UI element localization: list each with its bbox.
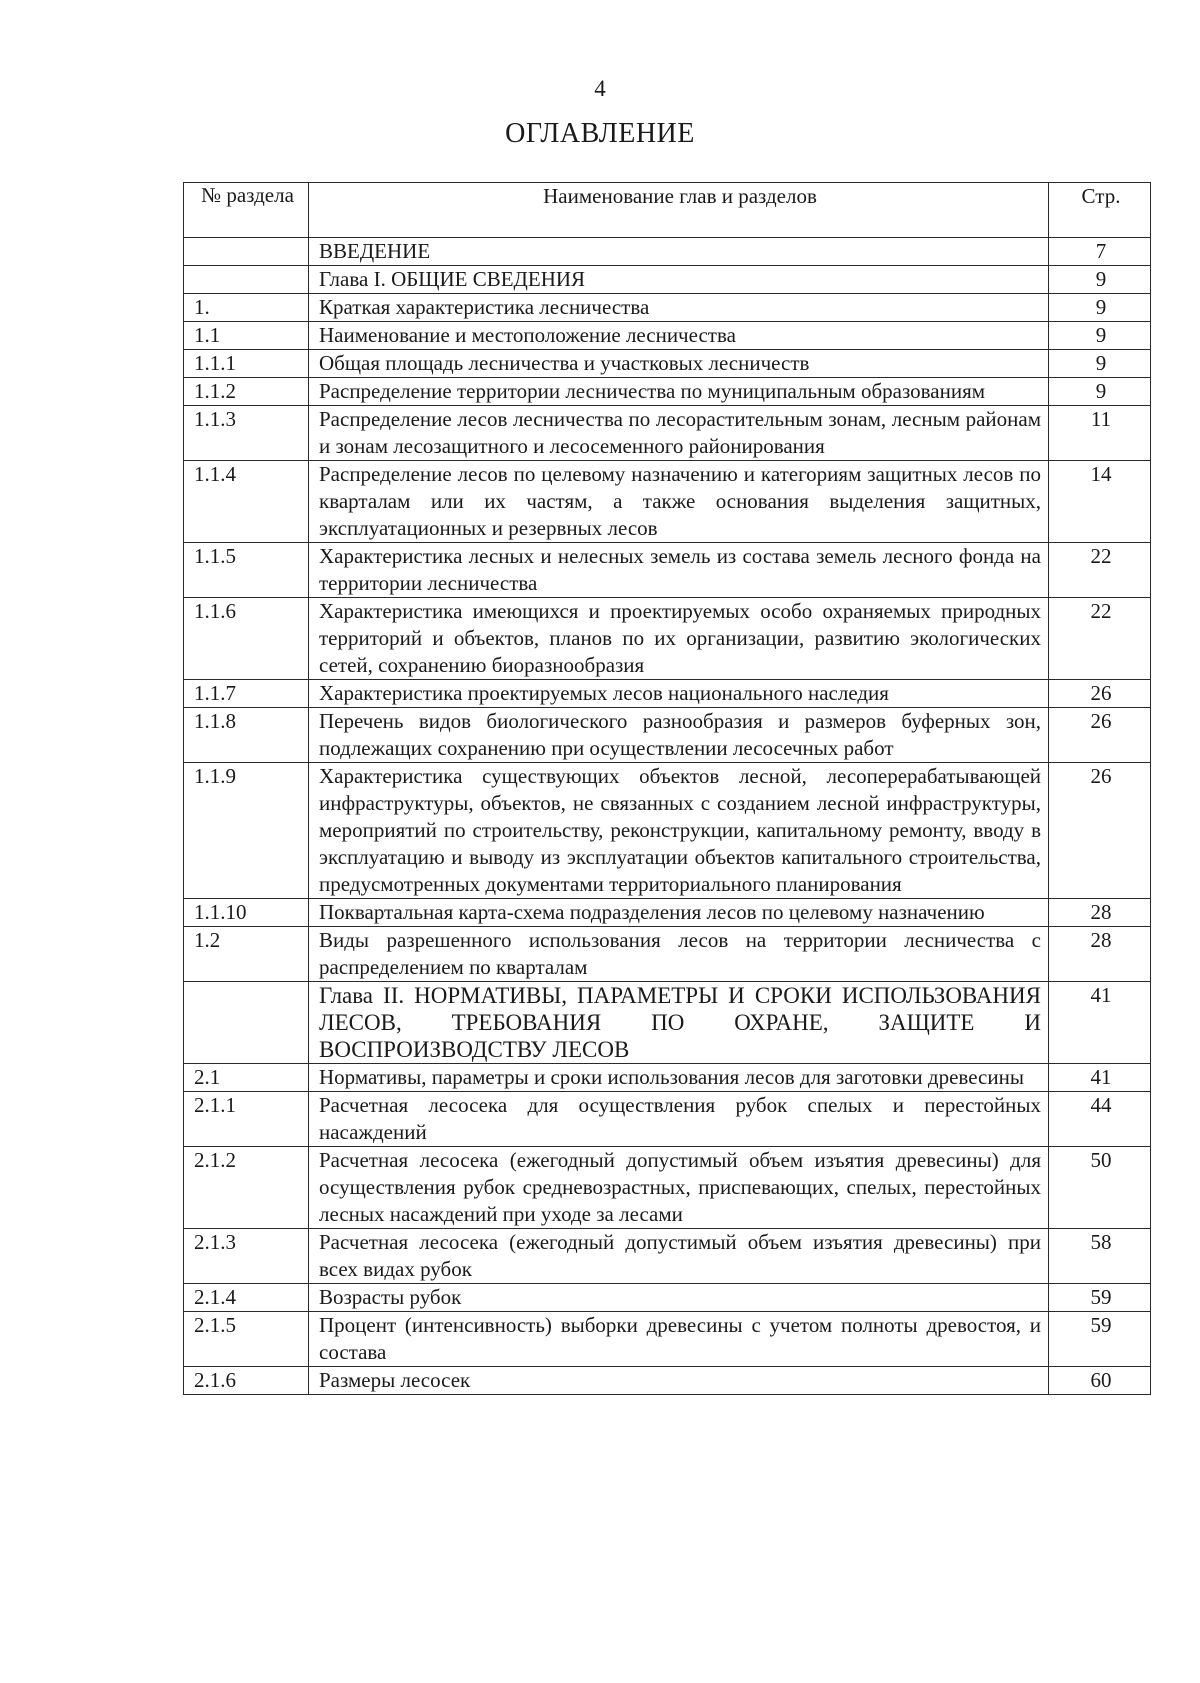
toc-body xyxy=(184,238,1151,1395)
page-title: ОГЛАВЛЕНИЕ xyxy=(505,118,695,149)
toc-row xyxy=(184,1284,1151,1312)
section-number: 1.1.8 xyxy=(184,708,309,763)
section-name: Перечень видов биологического разнообразия и размеров буферных зон, подлежащих сохранению при осуществлении лесосечных работ xyxy=(309,708,1049,763)
toc-row xyxy=(184,378,1151,406)
toc-row xyxy=(184,406,1151,461)
section-name: Расчетная лесосека (ежегодный допустимый объем изъятия древесины) для осуществления рубок средневозрастных, приспевающих, спелых, перестойных лесных насаждений при уходе за лесами xyxy=(309,1147,1049,1229)
toc-row xyxy=(184,1064,1151,1092)
page-ref: 60 xyxy=(1049,1367,1151,1395)
section-name: Размеры лесосек xyxy=(309,1367,1049,1395)
page-ref: 9 xyxy=(1049,294,1151,322)
section-name: Краткая характеристика лесничества xyxy=(309,294,1049,322)
page-ref: 9 xyxy=(1049,266,1151,294)
page-ref: 50 xyxy=(1049,1147,1151,1229)
section-number: 2.1.1 xyxy=(184,1092,309,1147)
page-ref: 7 xyxy=(1049,238,1151,266)
toc-row xyxy=(184,1147,1151,1229)
section-name: Наименование и местоположение лесничества xyxy=(309,322,1049,350)
page-number: 4 xyxy=(594,76,606,101)
section-number: 2.1.5 xyxy=(184,1312,309,1367)
section-name: Глава II. НОРМАТИВЫ, ПАРАМЕТРЫ И СРОКИ ИСПОЛЬЗОВАНИЯ ЛЕСОВ, ТРЕБОВАНИЯ ПО ОХРАНЕ, ЗАЩИТЕ И ВОСПРОИЗВОДСТВУ ЛЕСОВ xyxy=(309,982,1049,1064)
section-name: Характеристика существующих объектов лесной, лесоперерабатывающей инфраструктуры, объектов, не связанных с созданием лесной инфраструктуры, мероприятий по строительству, реконструкции, капитальному ремонту, вводу в эксплуатацию и выводу из эксплуатации объектов капитального строительства, предусмотренных документами территориального планирования xyxy=(309,763,1049,899)
section-name: Характеристика проектируемых лесов национального наследия xyxy=(309,680,1049,708)
toc-row xyxy=(184,350,1151,378)
toc-row xyxy=(184,708,1151,763)
page-ref: 59 xyxy=(1049,1284,1151,1312)
page-ref: 28 xyxy=(1049,927,1151,982)
toc-row xyxy=(184,543,1151,598)
page-ref: 26 xyxy=(1049,708,1151,763)
section-number xyxy=(184,982,309,1064)
section-number: 1.1.2 xyxy=(184,378,309,406)
toc-row xyxy=(184,294,1151,322)
section-number: 1.1.4 xyxy=(184,461,309,543)
toc-header-row xyxy=(184,183,1151,238)
section-number: 2.1.2 xyxy=(184,1147,309,1229)
toc-row xyxy=(184,982,1151,1064)
toc-row xyxy=(184,598,1151,680)
toc-row xyxy=(184,266,1151,294)
section-number: 1.1.6 xyxy=(184,598,309,680)
toc-row xyxy=(184,899,1151,927)
page-ref: 9 xyxy=(1049,350,1151,378)
toc-row xyxy=(184,1229,1151,1284)
section-name: Возрасты рубок xyxy=(309,1284,1049,1312)
page-ref: 22 xyxy=(1049,543,1151,598)
page-ref: 11 xyxy=(1049,406,1151,461)
section-number: 2.1 xyxy=(184,1064,309,1092)
section-number: 2.1.3 xyxy=(184,1229,309,1284)
toc-table xyxy=(183,182,1151,1395)
page-ref: 9 xyxy=(1049,378,1151,406)
section-number: 2.1.6 xyxy=(184,1367,309,1395)
section-number xyxy=(184,238,309,266)
section-number: 1.1 xyxy=(184,322,309,350)
toc-row xyxy=(184,1312,1151,1367)
section-name: Распределение лесов по целевому назначению и категориям защитных лесов по кварталам или их частям, а также основания выделения защитных, эксплуатационных и резервных лесов xyxy=(309,461,1049,543)
section-number: 2.1.4 xyxy=(184,1284,309,1312)
section-number: 1.1.5 xyxy=(184,543,309,598)
section-number: 1.1.1 xyxy=(184,350,309,378)
page-ref: 41 xyxy=(1049,1064,1151,1092)
section-name: Поквартальная карта-схема подразделения лесов по целевому назначению xyxy=(309,899,1049,927)
page-ref: 14 xyxy=(1049,461,1151,543)
section-name: Распределение лесов лесничества по лесорастительным зонам, лесным районам и зонам лесозащитного и лесосеменного районирования xyxy=(309,406,1049,461)
section-name: Распределение территории лесничества по муниципальным образованиям xyxy=(309,378,1049,406)
section-name: Характеристика имеющихся и проектируемых особо охраняемых природных территорий и объектов, планов по их организации, развитию экологических сетей, сохранению биоразнообразия xyxy=(309,598,1049,680)
section-number: 1. xyxy=(184,294,309,322)
page-ref: 22 xyxy=(1049,598,1151,680)
page-ref: 26 xyxy=(1049,680,1151,708)
header-page: Стр. xyxy=(1049,183,1151,238)
section-name: ВВЕДЕНИЕ xyxy=(309,238,1049,266)
toc-row xyxy=(184,763,1151,899)
page-ref: 44 xyxy=(1049,1092,1151,1147)
section-number: 1.1.9 xyxy=(184,763,309,899)
toc-row xyxy=(184,927,1151,982)
page-ref: 41 xyxy=(1049,982,1151,1064)
section-name: Глава I. ОБЩИЕ СВЕДЕНИЯ xyxy=(309,266,1049,294)
header-section-number: № раздела xyxy=(184,183,309,238)
page-ref: 59 xyxy=(1049,1312,1151,1367)
page-ref: 26 xyxy=(1049,763,1151,899)
toc-row xyxy=(184,1367,1151,1395)
section-name: Общая площадь лесничества и участковых лесничеств xyxy=(309,350,1049,378)
toc-row xyxy=(184,1092,1151,1147)
section-number: 1.2 xyxy=(184,927,309,982)
toc-row xyxy=(184,322,1151,350)
section-number: 1.1.10 xyxy=(184,899,309,927)
section-name: Характеристика лесных и нелесных земель из состава земель лесного фонда на территории лесничества xyxy=(309,543,1049,598)
section-number: 1.1.3 xyxy=(184,406,309,461)
toc-row xyxy=(184,238,1151,266)
page-ref: 9 xyxy=(1049,322,1151,350)
toc-row xyxy=(184,461,1151,543)
section-name: Расчетная лесосека для осуществления рубок спелых и перестойных насаждений xyxy=(309,1092,1049,1147)
section-number xyxy=(184,266,309,294)
section-name: Нормативы, параметры и сроки использования лесов для заготовки древесины xyxy=(309,1064,1049,1092)
section-number: 1.1.7 xyxy=(184,680,309,708)
section-name: Процент (интенсивность) выборки древесины с учетом полноты древостоя, и состава xyxy=(309,1312,1049,1367)
section-name: Расчетная лесосека (ежегодный допустимый объем изъятия древесины) при всех видах рубок xyxy=(309,1229,1049,1284)
page-ref: 58 xyxy=(1049,1229,1151,1284)
section-name: Виды разрешенного использования лесов на территории лесничества с распределением по кварталам xyxy=(309,927,1049,982)
header-section-name: Наименование глав и разделов xyxy=(309,183,1049,238)
page-ref: 28 xyxy=(1049,899,1151,927)
toc-row xyxy=(184,680,1151,708)
